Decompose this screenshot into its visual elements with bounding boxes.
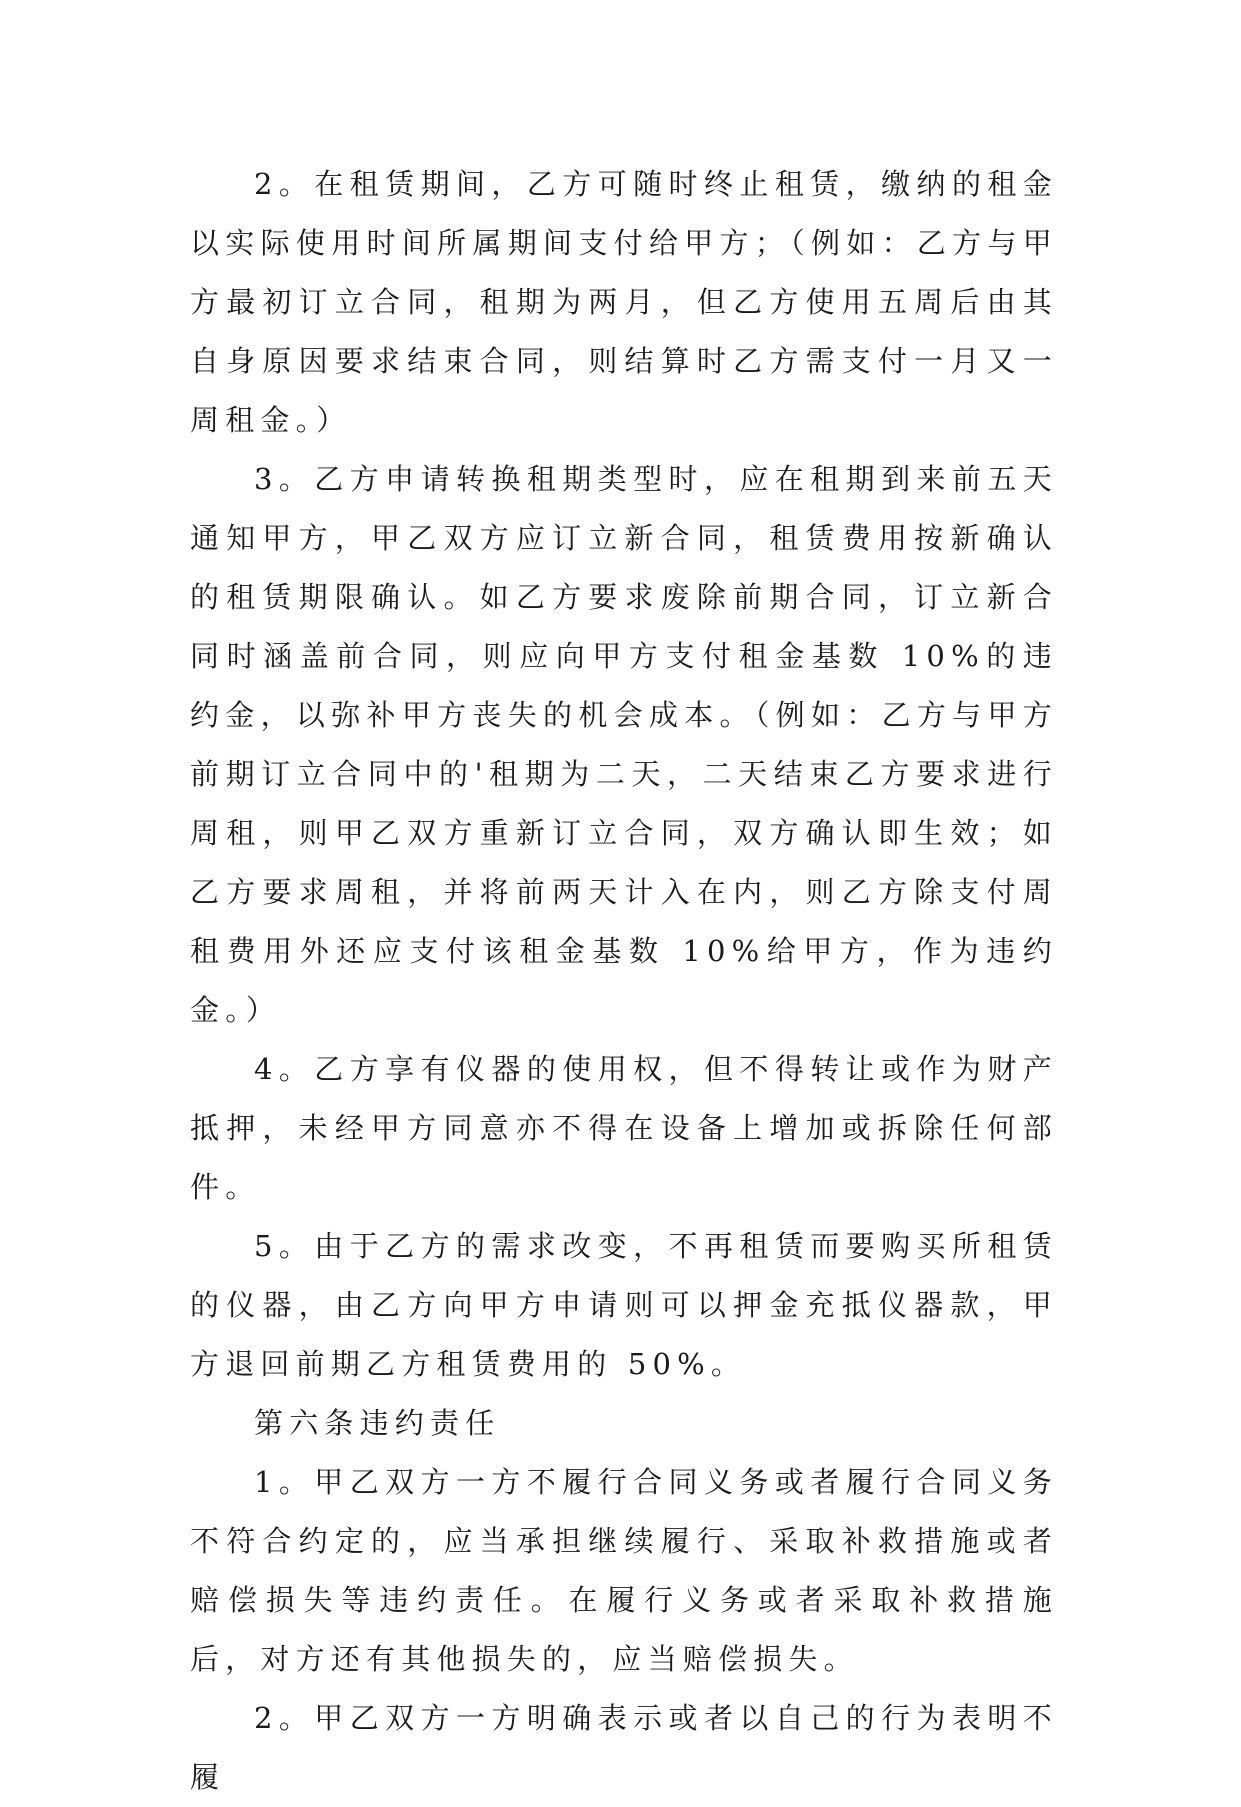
- clause-2-paragraph: 2。在租赁期间，乙方可随时终止租赁，缴纳的租金以实际使用时间所属期间支付给甲方；（例如：乙方与甲方最初订立合同，租期为两月，但乙方使用五周后由其自身原因要求结束合同，则结算时乙方需支付一月又一周租金。）: [190, 167, 1058, 437]
- clause-4-paragraph: 4。乙方享有仪器的使用权，但不得转让或作为财产抵押，未经甲方同意亦不得在设备上增加或拆除任何部件。: [190, 1052, 1058, 1204]
- clause-5-paragraph: 5。由于乙方的需求改变，不再租赁而要购买所租赁的仪器，由乙方向甲方申请则可以押金充抵仪器款，甲方退回前期乙方租赁费用的 50%。: [190, 1229, 1058, 1381]
- article-6-heading: 第六条违约责任: [254, 1406, 501, 1440]
- clause-3-paragraph: 3。乙方申请转换租期类型时，应在租期到来前五天通知甲方，甲乙双方应订立新合同，租赁费用按新确认的租赁期限确认。如乙方要求废除前期合同，订立新合同时涵盖前合同，则应向甲方支付租金基数 10%的违约金，以弥补甲方丧失的机会成本。（例如：乙方与甲方前期订立合同中的'租期为二天，二天结束乙方要求进行周租，则甲乙双方重新订立合同，双方确认即生效；如乙方要求周租，并将前两天计入在内，则乙方除支付周租费用外还应支付该租金基数 10%给甲方，作为违约金。）: [190, 462, 1058, 1027]
- article-6-clause-2-paragraph: 2。甲乙双方一方明确表示或者以自己的行为表明不履: [190, 1701, 1058, 1794]
- document-body: [190, 155, 1058, 1807]
- article-6-clause-1-paragraph: 1。甲乙双方一方不履行合同义务或者履行合同义务不符合约定的，应当承担继续履行、采取补救措施或者赔偿损失等违约责任。在履行义务或者采取补救措施后，对方还有其他损失的，应当赔偿损失。: [190, 1465, 1058, 1676]
